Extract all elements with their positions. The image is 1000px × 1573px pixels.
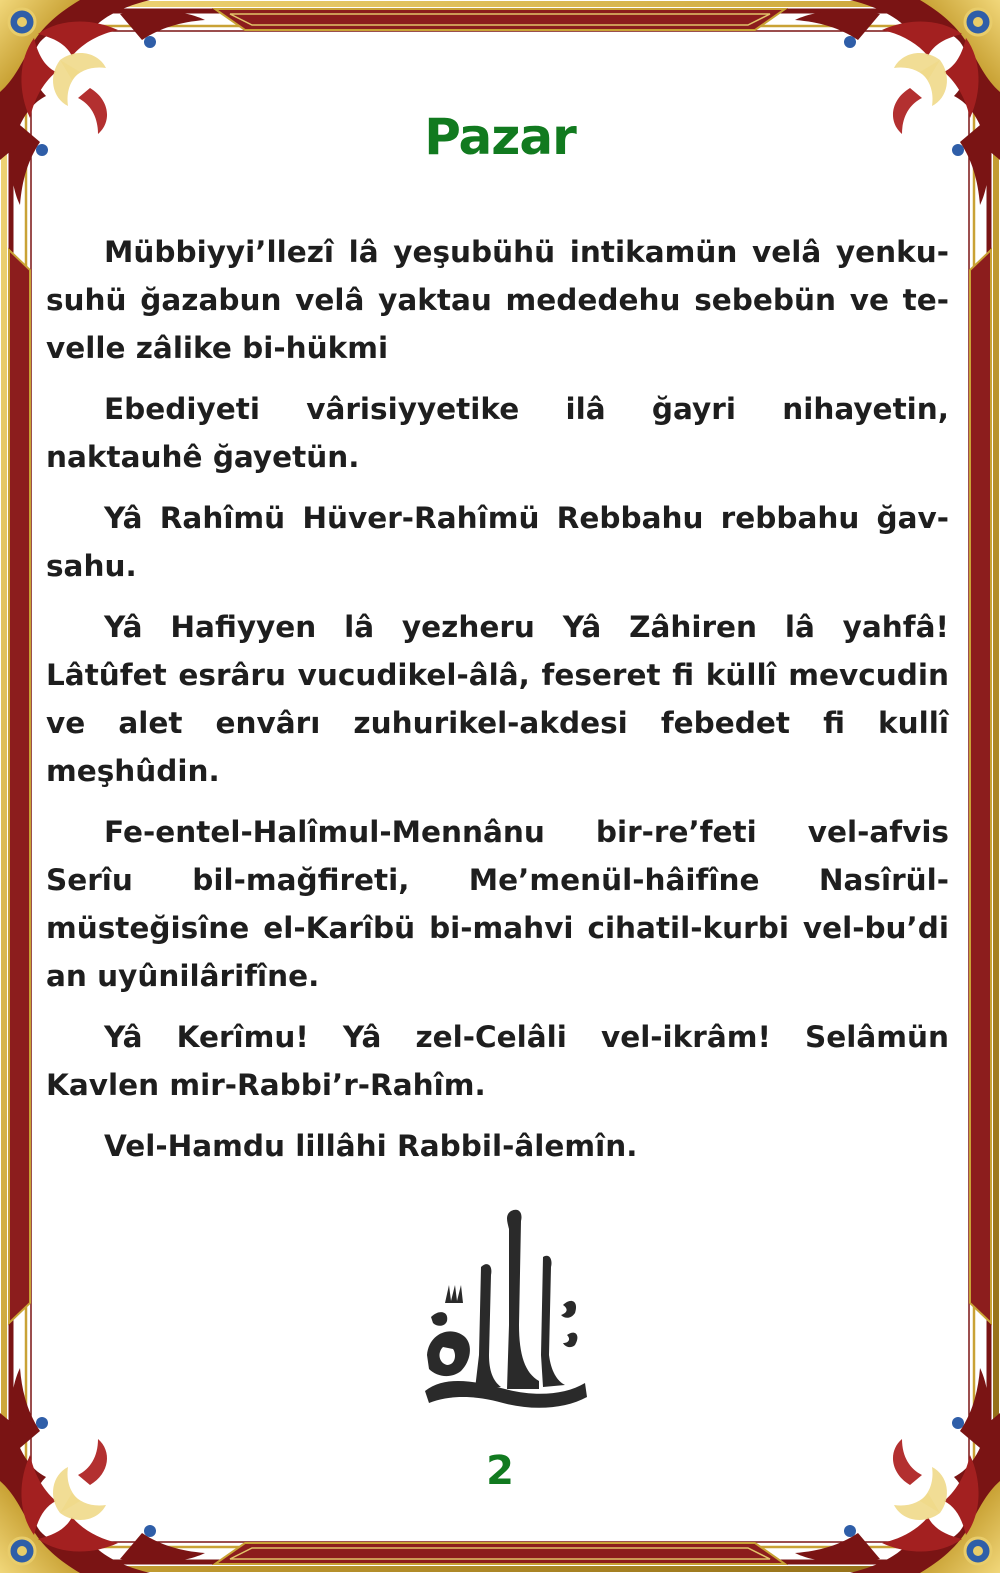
page-number: 2 <box>486 1448 514 1494</box>
paragraph: Yâ Hafiyyen lâ yezheru Yâ Zâhiren lâ yahfâ! Lâtûfet esrâru vucudikel-âlâ, feseret fi küllî mevcudin ve alet envârı zuhurikel-akdesi febedet fi kullî meşhûdin. <box>46 610 949 788</box>
paragraph: Yâ Kerîmu! Yâ zel-Celâli vel-ikrâm! Selâmün Kavlen mir-Rabbi’r-Rahîm. <box>46 1020 949 1102</box>
paragraph: Mübbiyyi’llezî lâ yeşubühü intikamün velâ yenkusuhü ğazabun velâ yaktau mededehu sebebün ve tevelle zâlike bi-hükmi <box>46 235 949 365</box>
allah-calligraphy-icon <box>415 1205 590 1420</box>
paragraph: Fe-entel-Halîmul-Mennânu bir-re’feti vel-afvis Serîu bil-mağfireti, Me’menül-hâifîne Nasîrül-müsteğisîne el-Karîbü bi-mahvi cihatil-kurbi vel-bu’di an uyûnilârifîne. <box>46 815 949 993</box>
paragraph: Vel-Hamdu lillâhi Rabbil-âlemîn. <box>104 1129 638 1163</box>
prayer-text <box>46 228 949 1183</box>
page-title: Pazar <box>424 108 576 166</box>
paragraph: Yâ Rahîmü Hüver-Rahîmü Rebbahu rebbahu ğavsahu. <box>46 501 949 583</box>
paragraph: Ebediyeti vârisiyyetike ilâ ğayri nihayetin, naktauhê ğayetün. <box>46 392 949 474</box>
